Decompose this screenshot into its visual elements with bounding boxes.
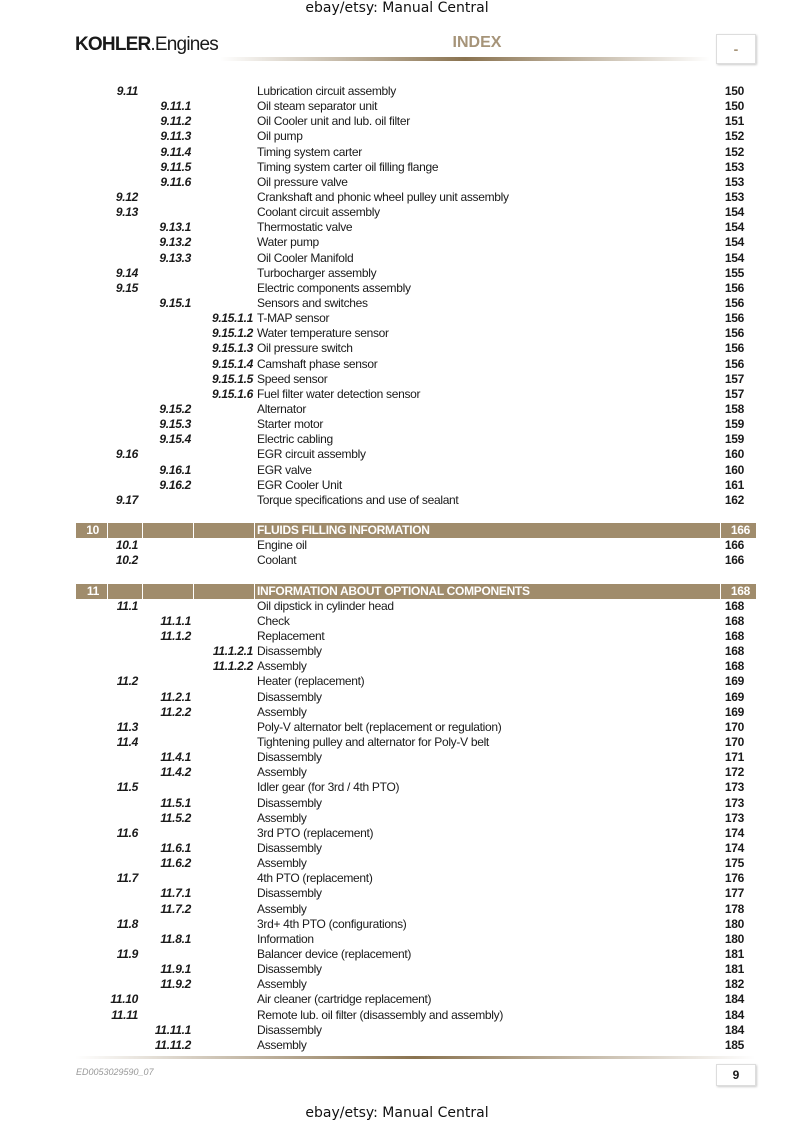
index-entry-row (0, 220, 794, 235)
entry-title: 4th PTO (replacement) (257, 871, 373, 886)
index-entry-row (0, 932, 794, 947)
entry-title: Replacement (257, 629, 325, 644)
index-entry-row (0, 205, 794, 220)
entry-number: 9.13.2 (159, 235, 191, 250)
entry-title: Coolant (257, 553, 297, 568)
index-entry-row (0, 493, 794, 508)
index-entry-row (0, 145, 794, 160)
entry-number: 9.15.1.6 (212, 386, 253, 401)
entry-number: 11.7.1 (160, 886, 191, 901)
index-entry-row (0, 992, 794, 1007)
footer-divider (75, 1056, 755, 1059)
entry-number: 11.3 (116, 719, 138, 734)
entry-title: Electric components assembly (257, 280, 411, 295)
index-entry-row (0, 99, 794, 114)
entry-title: Timing system carter oil filling flange (257, 159, 439, 174)
index-entry-row (0, 765, 794, 780)
entry-page: 156 (724, 311, 744, 326)
index-entry-row (0, 281, 794, 296)
entry-page: 150 (724, 84, 744, 98)
index-entry-row (0, 705, 794, 720)
entry-page: 166 (724, 538, 744, 553)
section-header-row (76, 523, 756, 538)
entry-page: 154 (724, 250, 744, 265)
entry-title: Timing system carter (257, 144, 362, 159)
entry-number: 9.11.5 (160, 159, 191, 174)
index-entry-row (0, 750, 794, 765)
entry-page: 170 (724, 735, 744, 750)
entry-page: 154 (724, 220, 744, 235)
index-entry-row (0, 432, 794, 447)
index-table (0, 84, 794, 1053)
entry-number: 11.10 (110, 992, 138, 1007)
section-number: 10 (86, 523, 99, 538)
entry-page: 151 (724, 114, 744, 129)
entry-page: 157 (724, 386, 744, 401)
index-entry-row (0, 387, 794, 402)
entry-page: 153 (724, 159, 744, 174)
entry-page: 168 (724, 659, 744, 674)
entry-page: 184 (724, 1007, 744, 1022)
entry-title: Coolant circuit assembly (257, 205, 380, 220)
entry-title: Water pump (257, 235, 319, 250)
watermark-bottom: ebay/etsy: Manual Central (305, 1105, 489, 1121)
entry-title: Disassembly (257, 795, 322, 810)
entry-number: 9.13.1 (159, 220, 191, 235)
index-entry-row (0, 463, 794, 478)
index-entry-row (0, 659, 794, 674)
index-entry-row (0, 947, 794, 962)
kohler-engines-logo: KOHLER.Engines (75, 34, 218, 55)
entry-title: Assembly (257, 977, 307, 992)
entry-number: 9.14 (115, 265, 138, 280)
entry-title: Sensors and switches (257, 295, 368, 310)
entry-title: Starter motor (257, 417, 324, 432)
index-entry-row (0, 447, 794, 462)
entry-number: 9.12 (115, 189, 138, 204)
entry-page: 162 (724, 492, 744, 507)
entry-page: 166 (730, 523, 750, 538)
entry-page: 184 (724, 992, 744, 1007)
entry-page: 159 (724, 432, 744, 447)
entry-page: 168 (730, 583, 750, 598)
index-entry-row (0, 251, 794, 266)
entry-title: Remote lub. oil filter (disassembly and assembly) (257, 1007, 504, 1022)
entry-title: EGR Cooler Unit (257, 477, 342, 492)
entry-page: 180 (724, 931, 744, 946)
entry-title: Oil pressure valve (257, 174, 348, 189)
index-entry-row (0, 1023, 794, 1038)
index-entry-row (0, 977, 794, 992)
entry-page: 176 (724, 871, 744, 886)
index-entry-row (0, 796, 794, 811)
index-entry-row (0, 720, 794, 735)
entry-title: Thermostatic valve (257, 220, 353, 235)
index-entry-row (0, 962, 794, 977)
entry-page: 169 (724, 689, 744, 704)
entry-number: 11.4.1 (160, 750, 191, 765)
entry-number: 10.2 (115, 553, 138, 568)
entry-page: 150 (724, 99, 744, 114)
index-entry-row (0, 886, 794, 901)
entry-page: 153 (724, 174, 744, 189)
entry-page: 156 (724, 341, 744, 356)
entry-number: 9.11.3 (160, 129, 191, 144)
entry-title: Camshaft phase sensor (257, 356, 378, 371)
entry-number: 9.11 (116, 84, 138, 98)
entry-title: Assembly (257, 856, 307, 871)
entry-title: Lubrication circuit assembly (257, 84, 396, 98)
entry-page: 173 (724, 795, 744, 810)
entry-number: 9.11.1 (160, 99, 191, 114)
entry-page: 156 (724, 356, 744, 371)
header-box: - (716, 34, 756, 64)
entry-page: 152 (724, 129, 744, 144)
entry-page: 159 (724, 417, 744, 432)
entry-number: 11.2.1 (160, 689, 191, 704)
entry-number: 9.15.2 (159, 401, 191, 416)
entry-number: 11.7 (116, 871, 138, 886)
entry-number: 11.5.2 (160, 810, 191, 825)
entry-page: 160 (724, 462, 744, 477)
index-entry-row (0, 780, 794, 795)
entry-title: Engine oil (257, 538, 307, 553)
document-id: ED0053029590_07 (76, 1067, 154, 1077)
entry-number: 11.9.1 (160, 962, 191, 977)
entry-number: 9.11.4 (160, 144, 191, 159)
entry-number: 11.1.2 (160, 629, 191, 644)
entry-page: 161 (724, 477, 744, 492)
entry-number: 9.16 (115, 447, 138, 462)
index-entry-row (0, 417, 794, 432)
index-entry-row (0, 871, 794, 886)
index-entry-row (0, 129, 794, 144)
section-cell (107, 523, 143, 538)
entry-number: 10.1 (115, 538, 138, 553)
index-entry-row (0, 735, 794, 750)
entry-number: 9.15.3 (159, 417, 191, 432)
index-entry-row (0, 629, 794, 644)
entry-title: INFORMATION ABOUT OPTIONAL COMPONENTS (257, 583, 530, 598)
entry-page: 180 (724, 916, 744, 931)
entry-title: Disassembly (257, 644, 322, 659)
logo-brand: KOHLER (75, 34, 151, 55)
entry-number: 11.1.2.2 (212, 659, 253, 674)
entry-page: 153 (724, 189, 744, 204)
entry-title: Turbocharger assembly (257, 265, 377, 280)
entry-title: Assembly (257, 1037, 307, 1052)
entry-page: 171 (724, 750, 744, 765)
entry-title: Assembly (257, 659, 307, 674)
index-entry-row (0, 902, 794, 917)
entry-page: 173 (724, 810, 744, 825)
spacer-row (0, 569, 794, 584)
entry-title: Torque specifications and use of sealant (257, 492, 459, 507)
section-cell (107, 584, 143, 599)
entry-number: 9.15.4 (159, 432, 191, 447)
entry-title: EGR circuit assembly (257, 447, 366, 462)
entry-title: Assembly (257, 704, 307, 719)
index-entry-row (0, 478, 794, 493)
section-cell (193, 584, 255, 599)
entry-page: 154 (724, 235, 744, 250)
entry-page: 174 (724, 825, 744, 840)
entry-title: Disassembly (257, 886, 322, 901)
spacer-row (0, 508, 794, 523)
entry-title: Disassembly (257, 1022, 322, 1037)
index-entry-row (0, 175, 794, 190)
index-entry-row (0, 266, 794, 281)
entry-number: 11.5.1 (160, 795, 191, 810)
entry-number: 11.6 (116, 825, 138, 840)
section-cell (142, 584, 194, 599)
entry-title: 3rd+ 4th PTO (configurations) (257, 916, 407, 931)
entry-page: 168 (724, 598, 744, 613)
index-entry-row (0, 674, 794, 689)
entry-title: Crankshaft and phonic wheel pulley unit assembly (257, 189, 509, 204)
index-entry-row (0, 235, 794, 250)
entry-number: 11.8 (116, 916, 138, 931)
entry-number: 11.2 (116, 674, 138, 689)
index-entry-row (0, 160, 794, 175)
index-entry-row (0, 296, 794, 311)
entry-page: 184 (724, 1022, 744, 1037)
entry-title: Air cleaner (cartridge replacement) (257, 992, 432, 1007)
entry-page: 173 (724, 780, 744, 795)
entry-number: 11.9.2 (160, 977, 191, 992)
entry-page: 156 (724, 326, 744, 341)
entry-number: 9.11.6 (160, 174, 191, 189)
index-entry-row (0, 311, 794, 326)
index-entry-row (0, 341, 794, 356)
entry-title: Tightening pulley and alternator for Poly-V belt (257, 735, 489, 750)
entry-number: 9.11.2 (160, 114, 191, 129)
entry-title: Oil dipstick in cylinder head (257, 598, 394, 613)
index-entry-row (0, 1038, 794, 1053)
entry-number: 11.6.1 (160, 841, 191, 856)
entry-page: 168 (724, 629, 744, 644)
entry-page: 169 (724, 704, 744, 719)
entry-title: Check (257, 613, 290, 628)
section-number: 11 (86, 583, 99, 598)
entry-title: Oil Cooler unit and lub. oil filter (257, 114, 410, 129)
entry-title: Poly-V alternator belt (replacement or regulation) (257, 719, 502, 734)
index-entry-row (0, 841, 794, 856)
entry-number: 9.15.1 (159, 295, 191, 310)
entry-title: Balancer device (replacement) (257, 947, 412, 962)
entry-number: 11.2.2 (160, 704, 191, 719)
entry-number: 9.15.1.1 (212, 311, 253, 326)
entry-number: 11.11 (111, 1007, 138, 1022)
entry-number: 9.15 (115, 280, 138, 295)
entry-number: 9.15.1.3 (212, 341, 253, 356)
section-header-row (76, 584, 756, 599)
entry-page: 170 (724, 719, 744, 734)
entry-page: 175 (724, 856, 744, 871)
index-entry-row (0, 538, 794, 553)
index-entry-row (0, 372, 794, 387)
entry-page: 168 (724, 613, 744, 628)
entry-page: 160 (724, 447, 744, 462)
entry-number: 11.1.2.1 (212, 644, 253, 659)
entry-page: 178 (724, 901, 744, 916)
entry-number: 9.17 (115, 492, 138, 507)
entry-title: Disassembly (257, 962, 322, 977)
entry-number: 11.4 (116, 735, 138, 750)
index-entry-row (0, 856, 794, 871)
entry-page: 182 (724, 977, 744, 992)
entry-title: Idler gear (for 3rd / 4th PTO) (257, 780, 400, 795)
entry-title: FLUIDS FILLING INFORMATION (257, 523, 430, 538)
entry-title: Alternator (257, 401, 307, 416)
entry-number: 11.4.2 (160, 765, 191, 780)
entry-title: Assembly (257, 765, 307, 780)
section-cell (193, 523, 255, 538)
entry-page: 155 (724, 265, 744, 280)
entry-page: 157 (724, 371, 744, 386)
entry-number: 11.11.2 (154, 1037, 191, 1052)
entry-title: Speed sensor (257, 371, 328, 386)
entry-title: Oil steam separator unit (257, 99, 378, 114)
entry-number: 11.1.1 (160, 613, 191, 628)
entry-title: Oil Cooler Manifold (257, 250, 354, 265)
page-title: INDEX (452, 34, 502, 51)
entry-page: 181 (724, 947, 744, 962)
entry-title: Information (257, 931, 314, 946)
entry-title: Heater (replacement) (257, 674, 365, 689)
header-divider (220, 57, 710, 61)
entry-page: 152 (724, 144, 744, 159)
entry-title: Fuel filter water detection sensor (257, 386, 421, 401)
entry-number: 9.15.1.4 (212, 356, 253, 371)
entry-title: 3rd PTO (replacement) (257, 825, 374, 840)
entry-title: T-MAP sensor (257, 311, 330, 326)
entry-number: 9.16.2 (159, 477, 191, 492)
entry-number: 11.7.2 (160, 901, 191, 916)
entry-number: 9.13 (115, 205, 138, 220)
entry-page: 177 (724, 886, 744, 901)
entry-title: Disassembly (257, 750, 322, 765)
entry-title: Assembly (257, 810, 307, 825)
entry-title: Oil pressure switch (257, 341, 353, 356)
entry-number: 11.1 (116, 598, 138, 613)
section-cell (142, 523, 194, 538)
index-entry-row (0, 826, 794, 841)
entry-number: 11.11.1 (154, 1022, 191, 1037)
entry-page: 156 (724, 280, 744, 295)
watermark-top: ebay/etsy: Manual Central (305, 0, 489, 16)
entry-title: Assembly (257, 901, 307, 916)
index-entry-row (0, 553, 794, 568)
entry-page: 174 (724, 841, 744, 856)
entry-page: 181 (724, 962, 744, 977)
index-entry-row (0, 1008, 794, 1023)
index-entry-row (0, 811, 794, 826)
entry-page: 168 (724, 644, 744, 659)
entry-number: 9.16.1 (159, 462, 191, 477)
entry-number: 9.15.1.5 (212, 371, 253, 386)
index-entry-row (0, 114, 794, 129)
index-entry-row (0, 190, 794, 205)
index-entry-row (0, 644, 794, 659)
index-entry-row (0, 614, 794, 629)
index-entry-row (0, 402, 794, 417)
entry-title: Electric cabling (257, 432, 333, 447)
entry-page: 185 (724, 1037, 744, 1052)
entry-number: 11.6.2 (160, 856, 191, 871)
entry-title: EGR valve (257, 462, 312, 477)
entry-title: Water temperature sensor (257, 326, 389, 341)
entry-number: 11.8.1 (160, 931, 191, 946)
entry-title: Disassembly (257, 689, 322, 704)
index-entry-row (0, 357, 794, 372)
entry-page: 154 (724, 205, 744, 220)
index-entry-row (0, 599, 794, 614)
entry-number: 9.15.1.2 (212, 326, 253, 341)
logo-suffix: Engines (154, 34, 218, 55)
entry-number: 9.13.3 (159, 250, 191, 265)
entry-page: 172 (724, 765, 744, 780)
index-entry-row (0, 84, 794, 99)
entry-page: 156 (724, 295, 744, 310)
entry-title: Oil pump (257, 129, 303, 144)
entry-page: 166 (724, 553, 744, 568)
page-number: 9 (716, 1064, 756, 1086)
entry-number: 11.5 (116, 780, 138, 795)
index-entry-row (0, 326, 794, 341)
entry-page: 158 (724, 401, 744, 416)
entry-title: Disassembly (257, 841, 322, 856)
index-entry-row (0, 690, 794, 705)
entry-page: 169 (724, 674, 744, 689)
entry-number: 11.9 (116, 947, 138, 962)
index-entry-row (0, 917, 794, 932)
